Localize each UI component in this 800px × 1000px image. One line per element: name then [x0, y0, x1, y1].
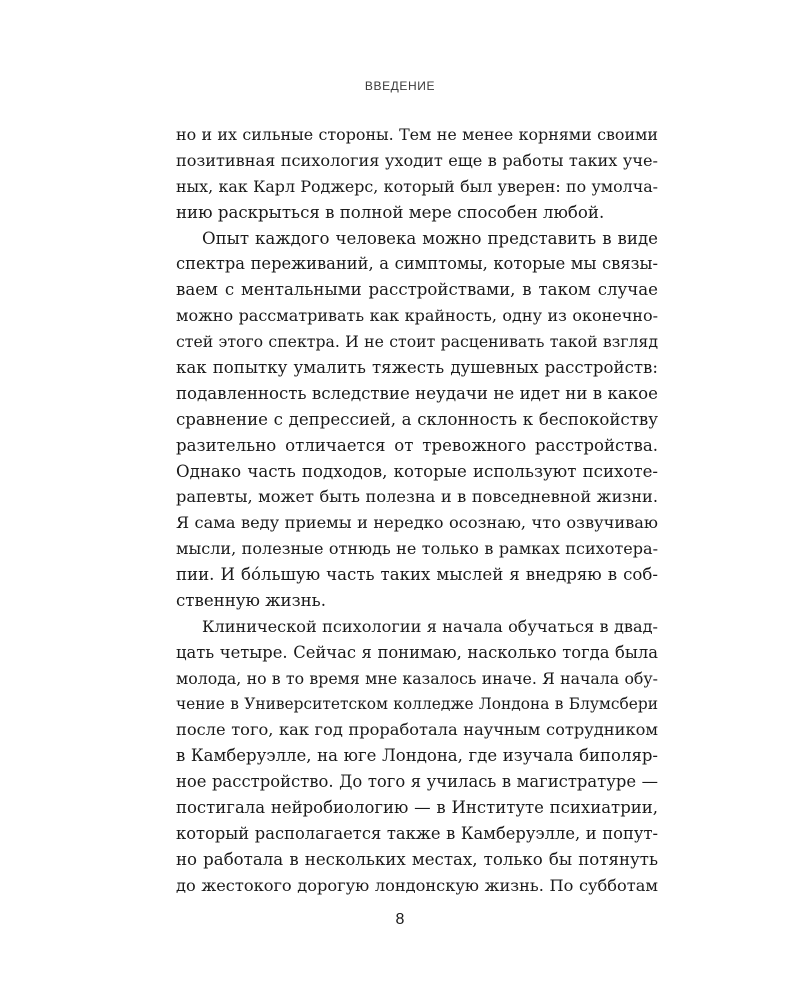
- text-line: Я сама веду приемы и нередко осознаю, что озвучиваю: [176, 513, 658, 533]
- paragraph-1: [176, 122, 658, 226]
- text-line: Клинической психологии я начала обучаться в двад-: [202, 616, 658, 636]
- text-line: Опыт каждого человека можно представить в виде: [202, 228, 658, 248]
- text-line: ственную жизнь.: [176, 591, 326, 611]
- text-line: как попытку умалить тяжесть душевных расстройств:: [176, 358, 658, 378]
- page-number: 8: [395, 911, 405, 928]
- text-line: ваем с ментальными расстройствами, в таком случае: [176, 280, 658, 300]
- text-line: до жестокого дорогую лондонскую жизнь. По субботам: [176, 875, 658, 895]
- text-line: сравнение с депрессией, а склонность к беспокойству: [176, 409, 658, 429]
- paragraph-2: [176, 226, 658, 614]
- text-line: в Камберуэлле, на юге Лондона, где изучала биполяр-: [176, 746, 658, 766]
- text-line: после того, как год проработала научным сотрудником: [176, 720, 658, 740]
- running-head: ВВЕДЕНИЕ: [364, 79, 436, 93]
- text-line: пии. И бо́льшую часть таких мыслей я внедряю в соб-: [176, 565, 658, 585]
- text-line: подавленность вследствие неудачи не идет ни в какое: [176, 383, 658, 403]
- text-line: позитивная психология уходит еще в работы таких уче-: [176, 150, 658, 170]
- text-line: разительно отличается от тревожного расстройства.: [176, 435, 658, 455]
- text-line: но работала в нескольких местах, только бы потянуть: [176, 849, 658, 869]
- text-line: рапевты, может быть полезна и в повседневной жизни.: [176, 487, 658, 507]
- text-line: Однако часть подходов, которые используют психоте-: [176, 461, 658, 481]
- body-text: [176, 122, 658, 899]
- text-line: ное расстройство. До того я училась в магистратуре —: [176, 772, 658, 792]
- text-line: молода, но в то время мне казалось иначе. Я начала обу-: [176, 668, 658, 688]
- text-line: мысли, полезные отнюдь не только в рамках психотера-: [176, 539, 658, 559]
- text-line: цать четыре. Сейчас я понимаю, насколько тогда была: [176, 642, 658, 662]
- text-line: ных, как Карл Роджерс, который был уверен: по умолча-: [176, 176, 658, 196]
- text-line: стей этого спектра. И не стоит расценивать такой взгляд: [176, 332, 658, 352]
- text-line: чение в Университетском колледже Лондона в Блумсбери: [176, 694, 658, 713]
- text-line: который располагается также в Камберуэлле, и попут-: [176, 824, 658, 844]
- text-line: но и их сильные стороны. Тем не менее корнями своими: [176, 125, 658, 144]
- text-line: постигала нейробиологию — в Институте психиатрии,: [176, 798, 658, 818]
- text-line: спектра переживаний, а симптомы, которые мы связы-: [176, 254, 658, 274]
- text-line: нию раскрыться в полной мере способен любой.: [176, 202, 605, 222]
- text-line: можно рассматривать как крайность, одну из оконечно-: [176, 306, 658, 326]
- paragraph-3: [176, 614, 658, 899]
